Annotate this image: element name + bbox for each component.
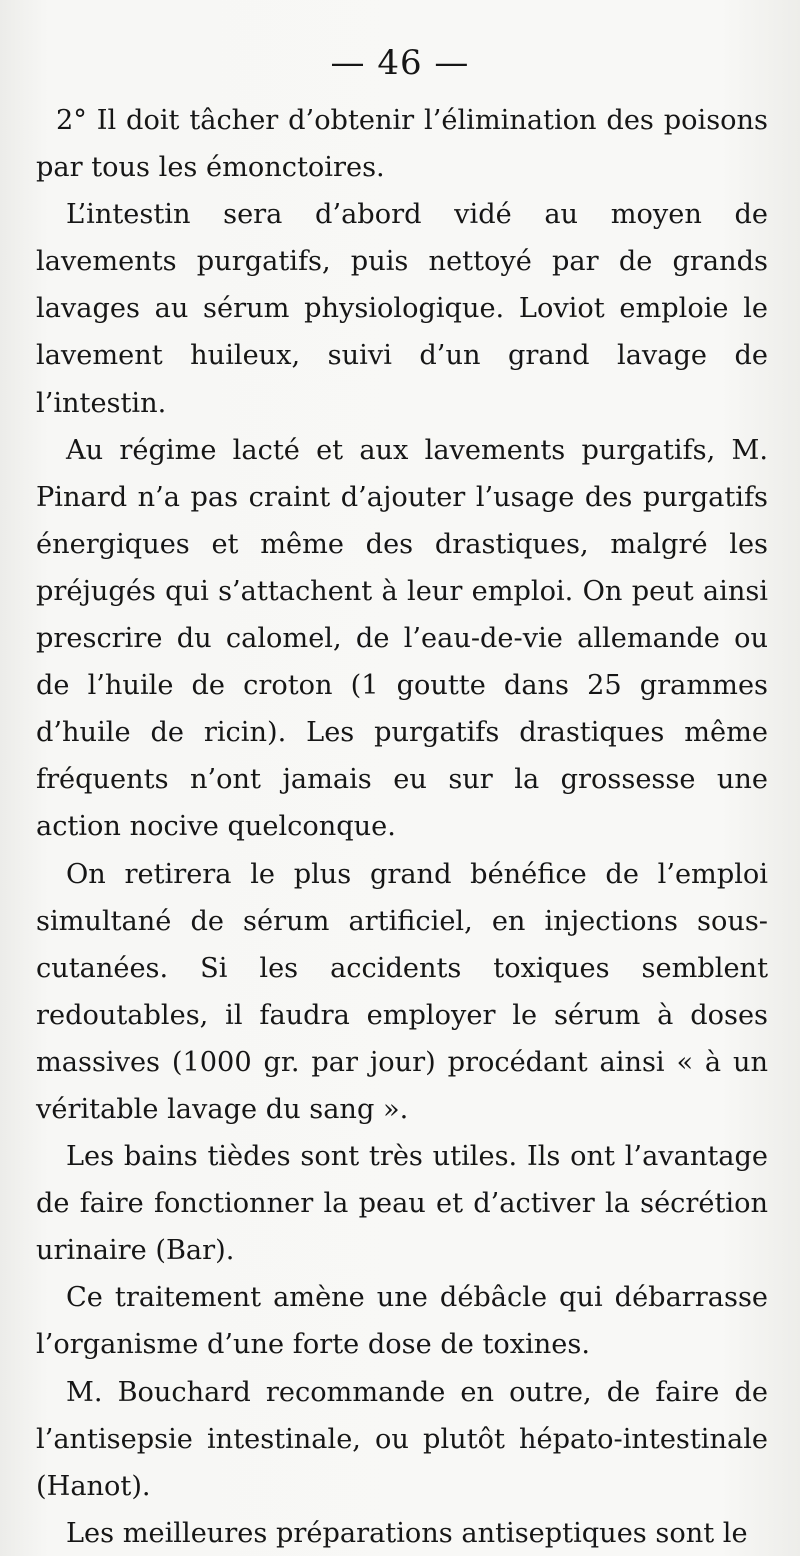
paragraph-5: Les bains tièdes sont très utiles. Ils ont l’avantage de faire fonctionner la peau et d’activer la sécrétion urinaire (Bar).: [36, 1141, 768, 1267]
paragraph-1: 2° Il doit tâcher d’obtenir l’élimination des poisons par tous les émonctoires.: [36, 105, 768, 184]
paragraph-2: L’intestin sera d’abord vidé au moyen de lavements purgatifs, puis nettoyé par de grands lavages au sérum physiologique. Loviot emploie le lavement huileux, suivi d’un grand lavage de l’intestin.: [36, 199, 768, 419]
paragraph-3: Au régime lacté et aux lavements purgatifs, M. Pinard n’a pas craint d’ajouter l’usage des purgatifs énergiques et même des drastiques, malgré les préjugés qui s’attachent à leur emploi. On peut ainsi prescrire du calomel, de l’eau-de-vie allemande ou de l’huile de croton (1 goutte dans 25 grammes d’huile de ricin). Les purgatifs drastiques même fréquents n’ont jamais eu sur la grossesse une action nocive quelconque.: [36, 434, 768, 843]
paragraph-8: Les meilleures préparations antiseptiques sont le: [66, 1517, 748, 1549]
page-number: — 46 —: [330, 43, 470, 83]
body-text: [36, 97, 768, 1556]
paragraph-4: On retirera le plus grand bénéfice de l’emploi simultané de sérum artificiel, en injections sous-cutanées. Si les accidents toxiques semblent redoutables, il faudra employer le sérum à doses massives (1000 gr. par jour) procédant ainsi « à un véritable lavage du sang ».: [36, 858, 768, 1125]
paragraph-7: M. Bouchard recommande en outre, de faire de l’antisepsie intestinale, ou plutôt hépato-intestinale (Hanot).: [36, 1376, 768, 1502]
paragraph-6: Ce traitement amène une débâcle qui débarrasse l’organisme d’une forte dose de toxines.: [36, 1282, 768, 1361]
